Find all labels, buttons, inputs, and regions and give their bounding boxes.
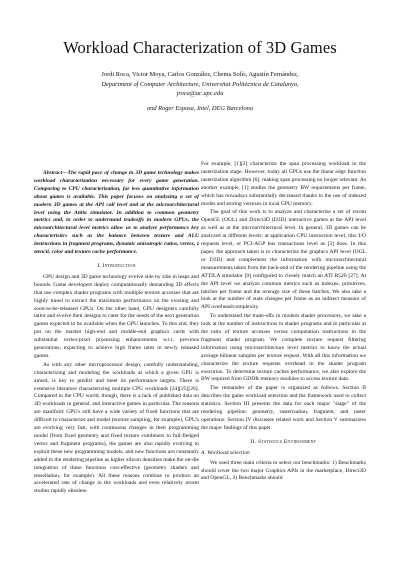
paper-title: Workload Characterization of 3D Games — [63, 38, 337, 57]
paragraph: For example, [1][2] characterize the span processing workload in the rasterization stage. However, today all GPUs use the linear edge function rasterization algorithm [6], making span processing no longer relevant. As another example, [1] studies the geometry BW requirements per frame, which has nowadays substantially decreased thanks to the use of indexed modes and storing vertexes in local GPU memory. — [201, 161, 366, 207]
email: jroca@ac.upc.edu — [176, 90, 224, 98]
abstract-text: —The rapid pace of change in 3D game technology makes workload characterization necessary for every game generation. Comparing to CPU characterization, far less quantitative information about games is available. This paper focuses on analyzing a set of modern 3D games at the API call level and at the microarchitectural level using the Attila simulator. In addition to common geometry metrics and, in order to understand tradeoffs in modern GPUs, the microarchitectural level metrics allow us to analyze performance key characteristics such as the balance between texture and ALU instructions in fragment programs, dynamic anisotropic ratios, vertex, z stencil, color and texture cache performance. — [34, 170, 199, 256]
left-column — [34, 170, 199, 497]
paragraph: As with any other microprocessor design, carefully understanding, characterizing and modeling the workloads at which a given GPU is aimed, is key to predict and meet its performance targets. There is extensive literature characterizing multiple CPU workloads [24][25][26]. Compared to the CPU world, though, there is a lack of published data on 3D workloads in general, and interactive games in particular. The reasons are manifold: GPU's still have a wide variety of fixed functions that are difficult to characterize and model (texture sampling, for example), GPU's are evolving very fast, with continuous changes in their programming model (from fixed geometry and fixed texture combiners to full-fledged vertex and fragment programs), the games are also rapidly evolving to exploit these new programming models, and new functions are constantly added to the rendering pipeline as higher silicon densities make the on-die integration of these functions cost-effective (geometry shaders and tessellation, for example). All these reasons combine to produce an accelerated rate of change in the workloads and even relatively recent studies rapidly obsolete. — [34, 361, 199, 495]
authors-line: Jordi Roca, Victor Moya, Carlos González, Chema Solís, Agustín Fernández, — [101, 71, 299, 78]
subsection-heading: A. Workload selection — [201, 449, 250, 456]
authors-line-2: and Roger Espasa, Intel, DEG Barcelona — [146, 104, 254, 112]
abstract — [34, 170, 199, 257]
section-heading-statistics-environment: II. Statistics Environment — [250, 438, 317, 445]
paragraph: We used three main criteria to select our benchmarks: 1) Benchmarks should cover the two major Graphics APIs in the marketplace, Direct3D and OpenGL, 2) Benchmarks should — [201, 459, 366, 482]
paragraph: GPU design and 3D game technology evolve side by side in leaps and bounds. Game developers deploy computationally demanding 3D effects that use complex shader programs with multiple texture accesses that are highly tuned to extract the maximum performance on the existing and soon-to-be-released GPUs. On the other hand, GPU designers carefully tailor and evolve their designs to cater for the needs of the next generation games expected to be available when the GPU launches. To this end, they put on the market high-end and middle-end graphics cards with substantial vertex/pixel processing enhancements w.r.t. previous generations, expecting to achieve high frame rates in newly released games. — [34, 273, 199, 359]
paragraph: The remainder of the paper is organized as follows. Section II describes the game workload selection and the framework used to collect statistics. Section III presents the data for each major "stage" of the rendering pipeline: geometry, rasterization, fragment, and raster operations. Section IV discusses related work and Section V summarizes the major findings of this paper. — [201, 385, 366, 431]
right-column — [201, 161, 366, 484]
affiliation: Department of Computer Architecture, Universitat Politècnica de Catalunya, — [101, 80, 299, 88]
abstract-label: Abstract — [43, 170, 63, 176]
section-heading-introduction: I. Introduction — [97, 262, 136, 269]
author-block — [0, 70, 400, 113]
paragraph: To understand the trade-offs in modern shader processors, we take a look at the number of instructions in shader programs and in particular at the ratio of texture accesses versus computation instructions in the fragment shader program. We complete texture request filtering information using microarchitecture level metrics to know the actual average bilinear samples per texture request. With all this information we characterize the texture requests overhead in the shader program execution. To determine texture caches performance, we also explore the BW required from GDDR memory modules to access texture data. — [201, 313, 366, 383]
paragraph: The goal of this work is to analyze and characterize a set of recent OpenGL (OGL) and Direct3D (D3D) interactive games at the API level as well as at the microarchitectural level. In general, 3D games can be analyzed at different levels: at application CPU instruction level, disc I/O requests level, or PCI-AGP bus transactions level as [3] does. In this paper, the approach taken is to characterize the graphics API level (OGL or D3D) and complement the information with microarchitectural measurements taken from the back-end of the rendering pipeline using the ATTILA simulator [9] configured to closely match an ATI R520 [27]. At the API level we analyze common metrics such as indexes, primitives, batches per frame and the average size of these batches. We also take a look at the number of state changes per frame as an indirect measure of API overhead/complexity. — [201, 209, 366, 311]
